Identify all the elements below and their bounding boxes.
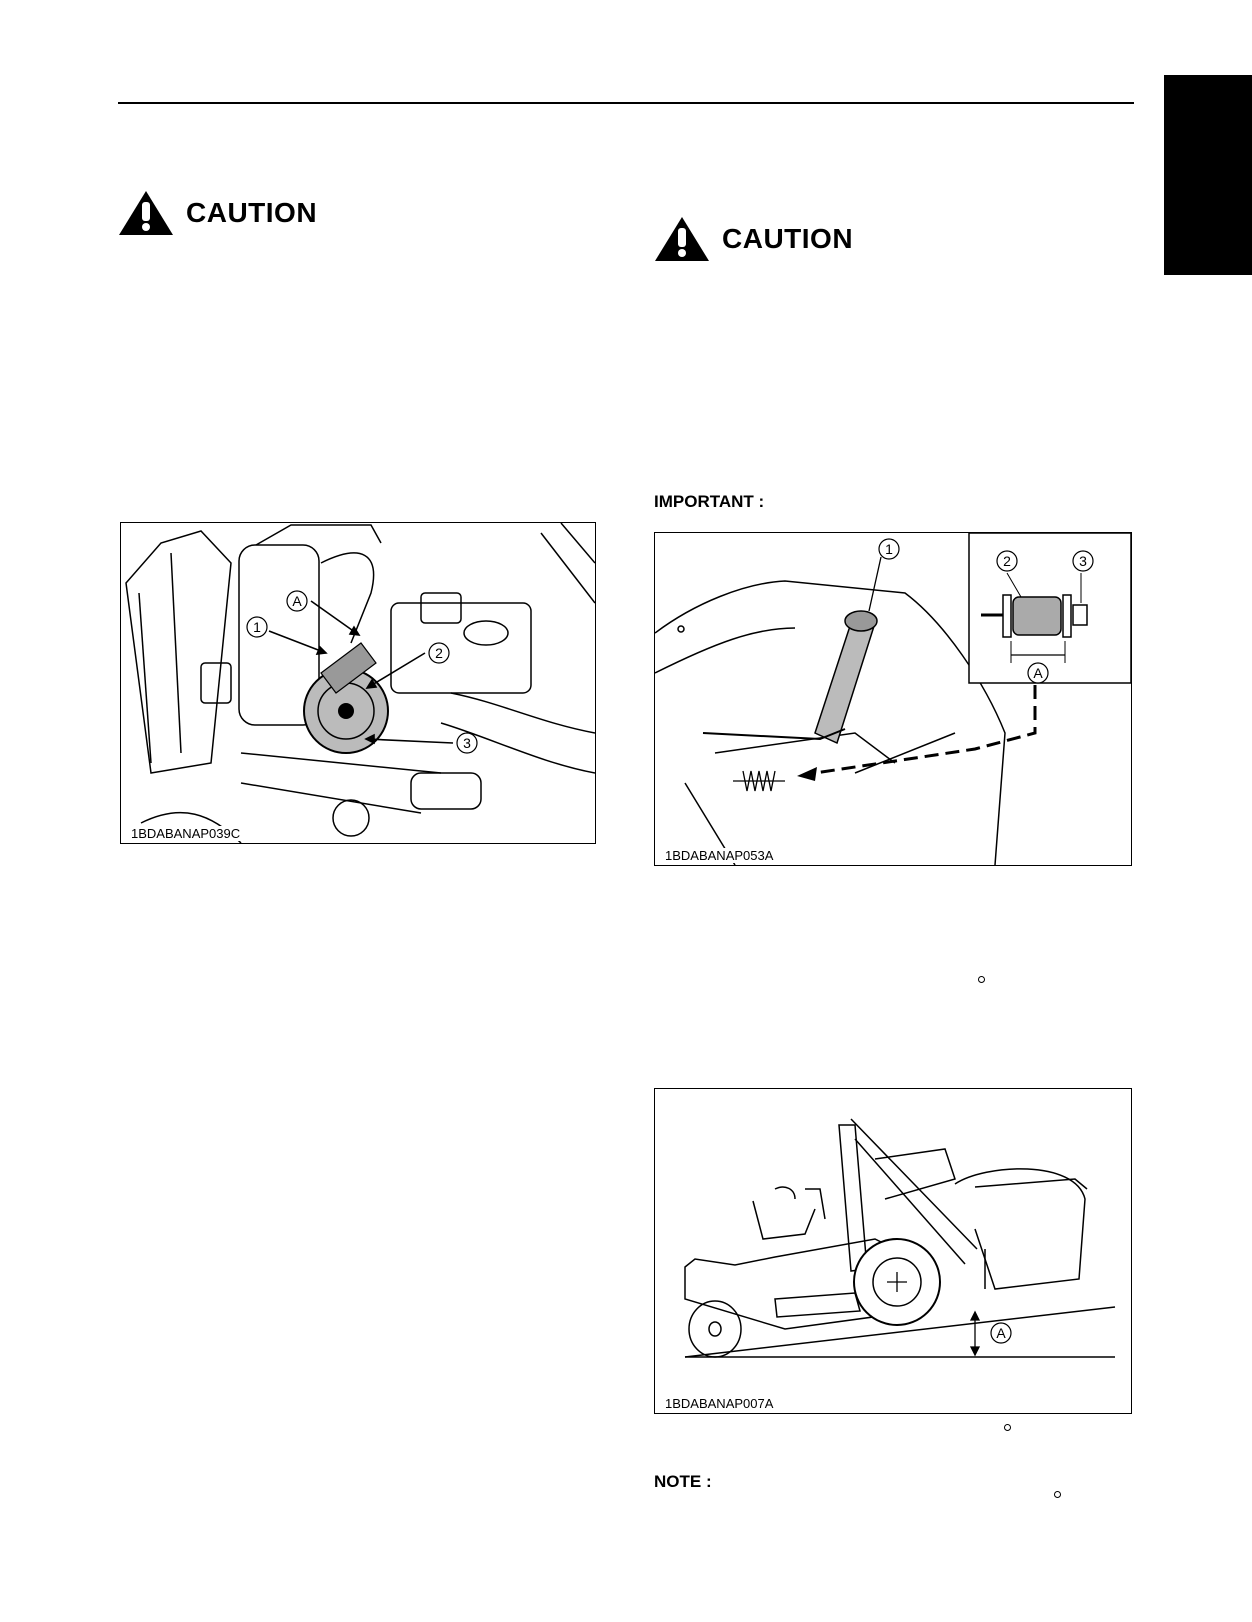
figure-mower-slope [654, 1088, 1132, 1414]
callout-2: 2 [435, 645, 443, 661]
caution-label: CAUTION [186, 197, 318, 228]
mower-rear-wheel [854, 1239, 940, 1325]
inset-detail [969, 533, 1131, 683]
figure-brake-lever [654, 532, 1132, 866]
warning-triangle-icon [118, 190, 174, 236]
brake-lever-illustration [655, 533, 1131, 865]
callout-1: 1 [253, 619, 261, 635]
degree-symbol [1004, 1424, 1011, 1431]
figure-code: 1BDABANAP039C [131, 826, 241, 841]
electromagnetic-clutch-drawing [304, 643, 388, 753]
callout-2: 2 [1003, 553, 1011, 569]
degree-symbol [978, 976, 985, 983]
figure-code: 1BDABANAP007A [665, 1396, 774, 1411]
callout-A: A [1033, 665, 1043, 681]
figure-engine-clutch [120, 522, 596, 844]
caution-heading-left [118, 190, 317, 236]
callout-1: 1 [885, 541, 893, 557]
caution-label: CAUTION [722, 223, 854, 254]
spring-drawing [733, 771, 785, 791]
note-label: NOTE : [654, 1472, 712, 1491]
section-tab [1164, 75, 1252, 275]
callout-A: A [996, 1325, 1006, 1341]
callout-3: 3 [463, 735, 471, 751]
figure-code: 1BDABANAP053A [665, 848, 774, 863]
important-label: IMPORTANT : [654, 492, 765, 511]
callout-A: A [292, 593, 302, 609]
engine-illustration [121, 523, 595, 843]
callout-3: 3 [1079, 553, 1087, 569]
warning-triangle-icon [654, 216, 710, 262]
header-rule [118, 102, 1134, 104]
caution-heading-right [654, 216, 853, 262]
mower-slope-illustration [655, 1089, 1131, 1413]
brake-lever-drawing [703, 611, 877, 743]
degree-symbol [1054, 1491, 1061, 1498]
